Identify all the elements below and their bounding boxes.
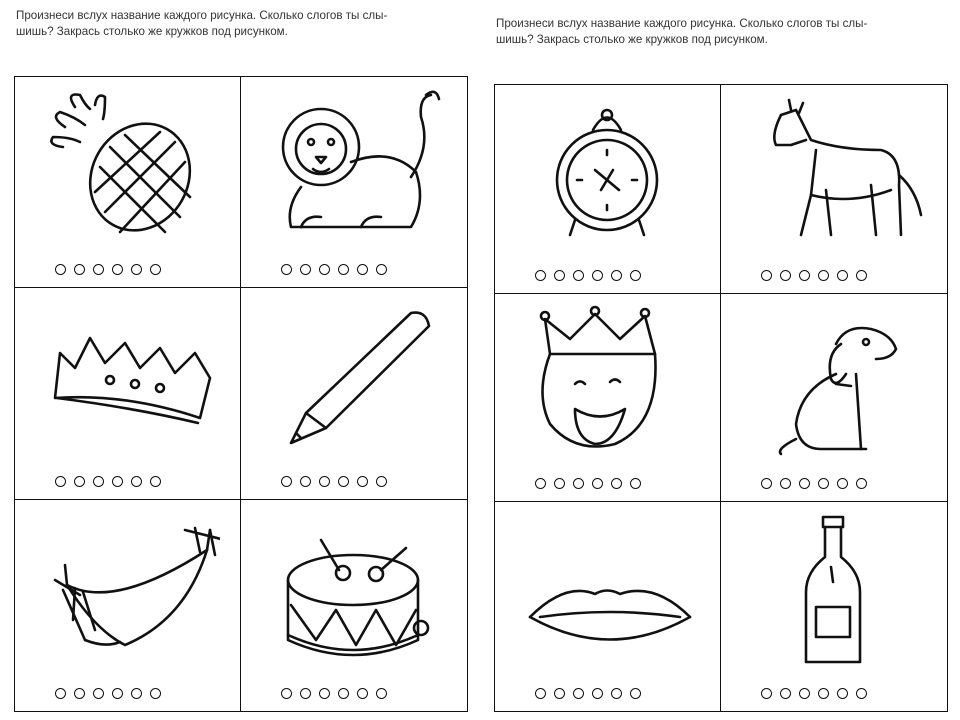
syllable-circle[interactable] — [818, 270, 829, 281]
lion-icon — [261, 87, 446, 247]
syllable-circle[interactable] — [93, 688, 104, 699]
syllable-circle[interactable] — [300, 264, 311, 275]
syllable-circle[interactable] — [837, 688, 848, 699]
syllable-circle[interactable] — [630, 688, 641, 699]
pencil-icon — [261, 298, 446, 458]
syllable-circle[interactable] — [573, 270, 584, 281]
crown-icon — [35, 298, 220, 458]
syllable-circle[interactable] — [112, 688, 123, 699]
syllable-circle[interactable] — [630, 270, 641, 281]
syllable-circle[interactable] — [319, 264, 330, 275]
syllable-circle[interactable] — [281, 264, 292, 275]
syllable-circles — [55, 264, 161, 275]
cell-lion — [241, 77, 467, 288]
syllable-circle[interactable] — [856, 270, 867, 281]
syllable-circles — [761, 688, 867, 699]
instruction-line-1: Произнеси вслух название каждого рисунка. Сколько слогов ты слы- — [496, 17, 868, 30]
syllable-circle[interactable] — [554, 688, 565, 699]
cell-hammock — [15, 500, 241, 711]
syllable-circle[interactable] — [357, 264, 368, 275]
syllable-circle[interactable] — [630, 478, 641, 489]
syllable-circle[interactable] — [112, 476, 123, 487]
syllable-circles — [535, 478, 641, 489]
syllable-circle[interactable] — [112, 264, 123, 275]
hammock-icon — [35, 510, 220, 670]
instruction-text — [16, 8, 446, 40]
syllable-circle[interactable] — [150, 476, 161, 487]
syllable-circle[interactable] — [376, 476, 387, 487]
syllable-circle[interactable] — [55, 264, 66, 275]
syllable-circle[interactable] — [592, 688, 603, 699]
syllable-circle[interactable] — [592, 270, 603, 281]
picture-grid — [494, 84, 948, 712]
syllable-circle[interactable] — [357, 688, 368, 699]
syllable-circle[interactable] — [131, 688, 142, 699]
syllable-circle[interactable] — [150, 688, 161, 699]
cell-dog — [721, 294, 947, 503]
syllable-circle[interactable] — [761, 478, 772, 489]
syllable-circle[interactable] — [93, 476, 104, 487]
cell-king — [495, 294, 721, 503]
syllable-circle[interactable] — [338, 476, 349, 487]
syllable-circle[interactable] — [611, 688, 622, 699]
syllable-circle[interactable] — [780, 270, 791, 281]
syllable-circles — [281, 264, 387, 275]
syllable-circle[interactable] — [150, 264, 161, 275]
instruction-line-1: Произнеси вслух название каждого рисунка. Сколько слогов ты слы- — [16, 9, 388, 22]
syllable-circle[interactable] — [338, 264, 349, 275]
syllable-circles — [761, 270, 867, 281]
bottle-icon — [741, 512, 926, 672]
syllable-circle[interactable] — [780, 478, 791, 489]
syllable-circle[interactable] — [799, 478, 810, 489]
syllable-circle[interactable] — [837, 270, 848, 281]
horse-icon — [741, 95, 926, 255]
syllable-circle[interactable] — [799, 270, 810, 281]
syllable-circles — [281, 476, 387, 487]
syllable-circle[interactable] — [535, 688, 546, 699]
syllable-circle[interactable] — [338, 688, 349, 699]
syllable-circle[interactable] — [837, 478, 848, 489]
syllable-circle[interactable] — [281, 476, 292, 487]
syllable-circle[interactable] — [799, 688, 810, 699]
king-icon — [515, 304, 700, 464]
cell-drum — [241, 500, 467, 711]
syllable-circle[interactable] — [818, 478, 829, 489]
syllable-circle[interactable] — [611, 270, 622, 281]
cell-crown — [15, 288, 241, 499]
syllable-circle[interactable] — [592, 478, 603, 489]
cell-horse — [721, 85, 947, 294]
syllable-circles — [281, 688, 387, 699]
syllable-circle[interactable] — [319, 476, 330, 487]
syllable-circle[interactable] — [300, 476, 311, 487]
syllable-circle[interactable] — [856, 478, 867, 489]
syllable-circle[interactable] — [131, 476, 142, 487]
dog-icon — [741, 304, 926, 464]
worksheet-left — [14, 8, 468, 714]
instruction-line-2: шишь? Закрась столько же кружков под рисунком. — [16, 25, 288, 38]
syllable-circle[interactable] — [131, 264, 142, 275]
syllable-circle[interactable] — [761, 688, 772, 699]
syllable-circles — [55, 476, 161, 487]
syllable-circle[interactable] — [573, 478, 584, 489]
syllable-circle[interactable] — [611, 478, 622, 489]
syllable-circle[interactable] — [55, 476, 66, 487]
cell-alarm-clock — [495, 85, 721, 294]
cell-pineapple — [15, 77, 241, 288]
syllable-circle[interactable] — [535, 478, 546, 489]
syllable-circle[interactable] — [281, 688, 292, 699]
instruction-text — [496, 16, 926, 48]
worksheet-right — [494, 14, 948, 714]
picture-grid — [14, 76, 468, 712]
syllable-circle[interactable] — [74, 264, 85, 275]
syllable-circle[interactable] — [55, 688, 66, 699]
pineapple-icon — [35, 87, 220, 247]
syllable-circle[interactable] — [376, 688, 387, 699]
syllable-circle[interactable] — [856, 688, 867, 699]
syllable-circle[interactable] — [357, 476, 368, 487]
syllable-circles — [535, 270, 641, 281]
syllable-circle[interactable] — [74, 688, 85, 699]
drum-icon — [261, 510, 446, 670]
cell-lips — [495, 502, 721, 711]
syllable-circles — [761, 478, 867, 489]
syllable-circles — [55, 688, 161, 699]
syllable-circle[interactable] — [535, 270, 546, 281]
alarm-clock-icon — [515, 95, 700, 255]
cell-bottle — [721, 502, 947, 711]
lips-icon — [515, 512, 700, 672]
instruction-line-2: шишь? Закрась столько же кружков под рисунком. — [496, 33, 768, 46]
syllable-circle[interactable] — [300, 688, 311, 699]
cell-pencil — [241, 288, 467, 499]
syllable-circle[interactable] — [554, 270, 565, 281]
syllable-circle[interactable] — [780, 688, 791, 699]
syllable-circle[interactable] — [818, 688, 829, 699]
syllable-circle[interactable] — [554, 478, 565, 489]
syllable-circle[interactable] — [74, 476, 85, 487]
syllable-circles — [535, 688, 641, 699]
syllable-circle[interactable] — [376, 264, 387, 275]
syllable-circle[interactable] — [93, 264, 104, 275]
syllable-circle[interactable] — [761, 270, 772, 281]
syllable-circle[interactable] — [319, 688, 330, 699]
syllable-circle[interactable] — [573, 688, 584, 699]
